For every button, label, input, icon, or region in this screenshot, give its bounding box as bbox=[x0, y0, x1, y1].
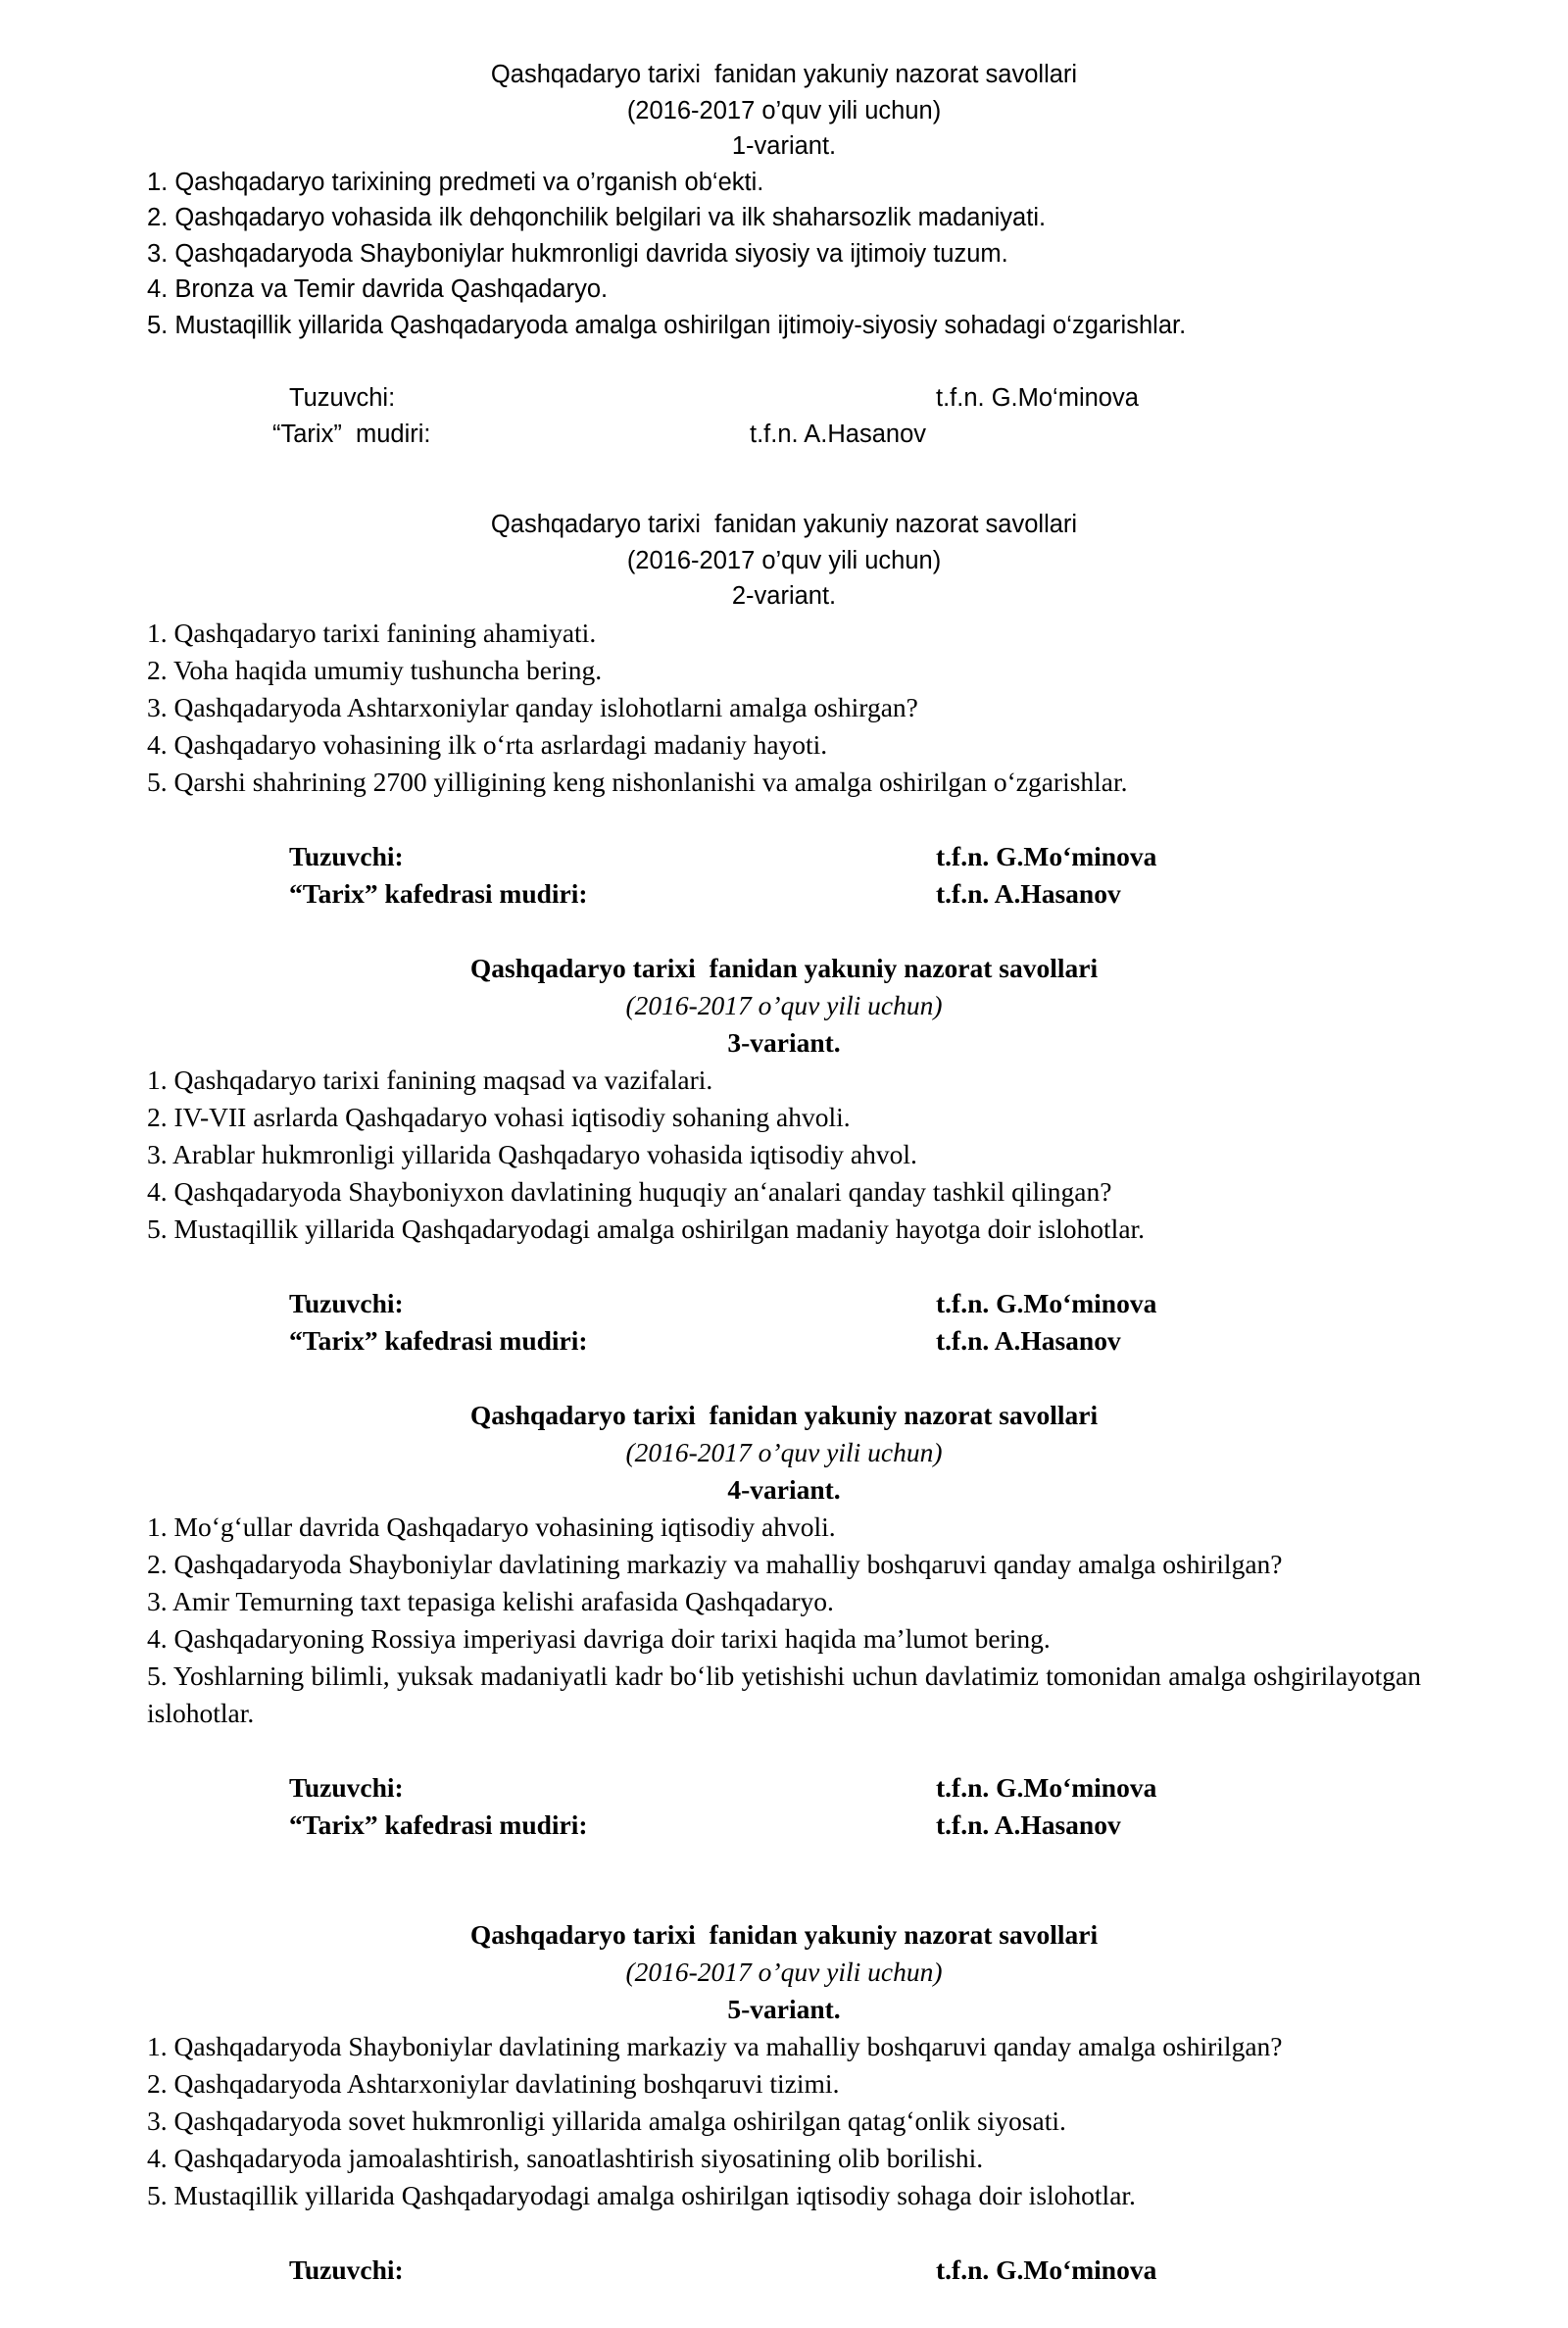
variant-2-question-list bbox=[147, 615, 1421, 801]
question-item: 3. Qashqadaryoda sovet hukmronligi yillarida amalga oshirilgan qatag‘onlik siyosati. bbox=[147, 2105, 1066, 2136]
variant-2-heading-block bbox=[147, 507, 1421, 615]
variant-2-signature-block bbox=[147, 838, 1421, 913]
question-item: 2. IV-VII asrlarda Qashqadaryo vohasi iqtisodiy sohaning ahvoli. bbox=[147, 1101, 851, 1132]
question-item: 1. Mo‘g‘ullar davrida Qashqadaryo vohasining iqtisodiy ahvoli. bbox=[147, 1511, 836, 1542]
signature-row bbox=[147, 838, 1421, 875]
signature-label: “Tarix” kafedrasi mudiri: bbox=[289, 1808, 588, 1840]
signature-value: t.f.n. G.Mo‘minova bbox=[936, 1287, 1157, 1318]
spacer bbox=[147, 1732, 1421, 1769]
signature-value: t.f.n. G.Mo‘minova bbox=[936, 384, 1139, 412]
spacer bbox=[147, 801, 1421, 838]
spacer bbox=[147, 2214, 1421, 2252]
question-item: 1. Qashqadaryoda Shayboniylar davlatining markaziy va mahalliy boshqaruvi qanday amalga oshirilgan? bbox=[147, 2030, 1283, 2061]
variant-3-title: Qashqadaryo tarixi fanidan yakuniy nazorat savollari bbox=[469, 952, 1099, 983]
signature-row bbox=[147, 875, 1421, 913]
question-item: 4. Qashqadaryoda jamoalashtirish, sanoatlashtirish siyosatining olib borilishi. bbox=[147, 2142, 984, 2173]
signature-label: Tuzuvchi: bbox=[289, 2254, 404, 2285]
spacer bbox=[147, 343, 1421, 380]
signature-value: t.f.n. G.Mo‘minova bbox=[936, 840, 1157, 871]
variant-5-signature-block bbox=[147, 2252, 1421, 2289]
signature-row bbox=[147, 2252, 1421, 2289]
question-item: 3. Arablar hukmronligi yillarida Qashqadaryo vohasida iqtisodiy ahvol. bbox=[147, 1138, 917, 1169]
question-item: 5. Mustaqillik yillarida Qashqadaryodagi amalga oshirilgan iqtisodiy sohaga doir islohotlar. bbox=[147, 2179, 1136, 2210]
variant-section-3 bbox=[147, 950, 1421, 1360]
spacer bbox=[147, 1248, 1421, 1285]
signature-value: t.f.n. A.Hasanov bbox=[936, 1808, 1121, 1840]
signature-label: “Tarix” mudiri: bbox=[272, 420, 431, 448]
variant-1-heading-block bbox=[147, 57, 1421, 165]
signature-row bbox=[147, 1769, 1421, 1807]
question-item: 4. Qashqadaryoning Rossiya imperiyasi davriga doir tarixi haqida ma’lumot bering. bbox=[147, 1622, 1051, 1654]
variant-section-5 bbox=[147, 1916, 1421, 2289]
question-item: 4. Bronza va Temir davrida Qashqadaryo. bbox=[147, 275, 609, 303]
variant-5-question-list bbox=[147, 2028, 1421, 2214]
variant-1-label: 1-variant. bbox=[731, 132, 837, 160]
variant-4-title: Qashqadaryo tarixi fanidan yakuniy nazorat savollari bbox=[469, 1399, 1099, 1430]
signature-row bbox=[147, 1285, 1421, 1322]
variant-1-title: Qashqadaryo tarixi fanidan yakuniy nazorat savollari bbox=[490, 61, 1078, 88]
variant-section-2 bbox=[147, 507, 1421, 913]
question-item: 3. Qashqadaryoda Shayboniylar hukmronligi davrida siyosiy va ijtimoiy tuzum. bbox=[147, 239, 1008, 268]
question-item: 1. Qashqadaryo tarixi fanining maqsad va vazifalari. bbox=[147, 1064, 713, 1095]
question-item: 3. Qashqadaryoda Ashtarxoniylar qanday islohotlarni amalga oshirgan? bbox=[147, 691, 918, 722]
signature-row bbox=[147, 1807, 1421, 1844]
question-item: 4. Qashqadaryoda Shayboniyxon davlatining huquqiy an‘analari qanday tashkil qilingan? bbox=[147, 1175, 1112, 1207]
signature-value: t.f.n. G.Mo‘minova bbox=[936, 2254, 1157, 2285]
question-item: 5. Qarshi shahrining 2700 yilligining keng nishonlanishi va amalga oshirilgan o‘zgarishlar. bbox=[147, 766, 1128, 797]
spacer bbox=[147, 913, 1421, 950]
variant-3-question-list bbox=[147, 1062, 1421, 1248]
variant-1-question-list bbox=[147, 165, 1421, 344]
variant-3-signature-block bbox=[147, 1285, 1421, 1360]
question-item: 4. Qashqadaryo vohasining ilk o‘rta asrlardagi madaniy hayoti. bbox=[147, 728, 828, 760]
variant-5-title: Qashqadaryo tarixi fanidan yakuniy nazorat savollari bbox=[469, 1918, 1099, 1950]
variant-3-subtitle: (2016-2017 o’quv yili uchun) bbox=[625, 989, 943, 1020]
signature-value: t.f.n. A.Hasanov bbox=[936, 877, 1121, 909]
variant-5-label: 5-variant. bbox=[727, 1993, 841, 2024]
question-item: 3. Amir Temurning taxt tepasiga kelishi arafasida Qashqadaryo. bbox=[147, 1585, 834, 1616]
question-item: 2. Qashqadaryoda Shayboniylar davlatining markaziy va mahalliy boshqaruvi qanday amalga oshirilgan? bbox=[147, 1548, 1283, 1579]
signature-label: “Tarix” kafedrasi mudiri: bbox=[289, 1324, 588, 1356]
variant-4-question-list bbox=[147, 1509, 1421, 1732]
signature-label: “Tarix” kafedrasi mudiri: bbox=[289, 877, 588, 909]
signature-label: Tuzuvchi: bbox=[289, 1287, 404, 1318]
question-item: 2. Qashqadaryoda Ashtarxoniylar davlatining boshqaruvi tizimi. bbox=[147, 2067, 840, 2099]
variant-2-subtitle: (2016-2017 o’quv yili uchun) bbox=[626, 546, 942, 574]
signature-value: t.f.n. A.Hasanov bbox=[750, 420, 927, 448]
variant-1-signature-block bbox=[147, 380, 1421, 452]
spacer bbox=[147, 1844, 1421, 1916]
spacer bbox=[147, 452, 1421, 507]
question-item: 2. Qashqadaryo vohasida ilk dehqonchilik belgilari va ilk shaharsozlik madaniyati. bbox=[147, 204, 1047, 231]
signature-value: t.f.n. A.Hasanov bbox=[936, 1324, 1121, 1356]
signature-label: Tuzuvchi: bbox=[289, 1771, 404, 1803]
variant-3-heading-block bbox=[147, 950, 1421, 1062]
signature-label: Tuzuvchi: bbox=[289, 840, 404, 871]
variant-1-subtitle: (2016-2017 o’quv yili uchun) bbox=[626, 96, 942, 124]
variant-4-subtitle: (2016-2017 o’quv yili uchun) bbox=[625, 1436, 943, 1467]
variant-section-1 bbox=[147, 57, 1421, 452]
signature-value: t.f.n. G.Mo‘minova bbox=[936, 1771, 1157, 1803]
variant-5-subtitle: (2016-2017 o’quv yili uchun) bbox=[625, 1956, 943, 1987]
variant-2-label: 2-variant. bbox=[731, 582, 837, 610]
question-item: 5. Mustaqillik yillarida Qashqadaryoda amalga oshirilgan ijtimoiy-siyosiy sohadagi o‘zgarishlar. bbox=[147, 311, 1187, 339]
variant-4-signature-block bbox=[147, 1769, 1421, 1844]
question-item: 5. Mustaqillik yillarida Qashqadaryodagi amalga oshirilgan madaniy hayotga doir islohotlar. bbox=[147, 1213, 1146, 1244]
variant-5-heading-block bbox=[147, 1916, 1421, 2028]
variant-2-title: Qashqadaryo tarixi fanidan yakuniy nazorat savollari bbox=[490, 511, 1078, 538]
question-item: 1. Qashqadaryo tarixi fanining ahamiyati. bbox=[147, 617, 597, 648]
variant-4-heading-block bbox=[147, 1397, 1421, 1509]
question-item: 5. Yoshlarning bilimli, yuksak madaniyatli kadr bo‘lib yetishishi uchun davlatimiz tomonidan amalga oshgirilayotgan islohotlar. bbox=[147, 1659, 1421, 1728]
signature-row bbox=[147, 1322, 1421, 1360]
signature-row bbox=[147, 380, 1421, 417]
question-item: 1. Qashqadaryo tarixining predmeti va o’rganish ob‘ekti. bbox=[147, 168, 764, 196]
signature-row bbox=[147, 417, 1421, 453]
variant-section-4 bbox=[147, 1397, 1421, 1844]
variant-4-label: 4-variant. bbox=[727, 1473, 841, 1505]
signature-label: Tuzuvchi: bbox=[289, 384, 396, 412]
variant-3-label: 3-variant. bbox=[727, 1026, 841, 1058]
spacer bbox=[147, 1360, 1421, 1397]
question-item: 2. Voha haqida umumiy tushuncha bering. bbox=[147, 654, 603, 685]
